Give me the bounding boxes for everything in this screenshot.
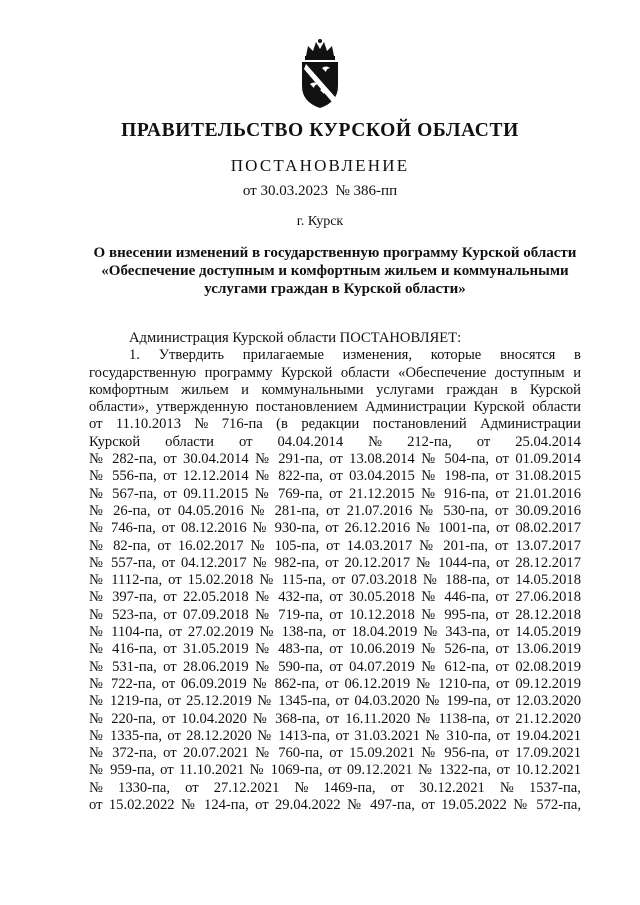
body-line <box>89 745 581 762</box>
body-word: № <box>194 416 209 433</box>
body-line <box>89 451 581 468</box>
body-word: 716-па <box>221 416 263 433</box>
body-line <box>89 468 581 485</box>
title-line: услугами граждан в Курской области» <box>204 281 466 297</box>
body-word: № <box>368 433 383 450</box>
date-prefix: от <box>242 183 257 199</box>
body-word: 25.04.2014 <box>515 433 581 450</box>
body-word: 1. <box>129 347 140 364</box>
body-word: 1469-па, <box>323 779 376 796</box>
body-line <box>89 607 581 624</box>
body-line <box>89 624 581 641</box>
body-line-text: № 1335-па, от 28.12.2020 № 1413-па, от 31.03.2021 № 310-па, от 19.04.2021 <box>89 727 581 744</box>
preamble-text: Администрация Курской области ПОСТАНОВЛЯЕТ: <box>129 330 462 346</box>
body-line <box>89 589 581 606</box>
body-line-text: области», утвержденную постановлением Администрации Курской области <box>89 399 581 416</box>
city: г. Курск <box>296 214 344 229</box>
body-line <box>89 693 581 710</box>
body-line-text: № 557-па, от 04.12.2017 № 982-па, от 20.12.2017 № 1044-па, от 28.12.2017 <box>89 554 581 571</box>
body-line-text: № 959-па, от 11.10.2021 № 1069-па, от 09.12.2021 № 1322-па, от 10.12.2021 <box>89 762 581 779</box>
body-line-text: № 372-па, от 20.07.2021 № 760-па, от 15.09.2021 № 956-па, от 17.09.2021 <box>89 745 581 762</box>
body-line <box>89 399 581 416</box>
body-line <box>89 797 581 814</box>
document-number: 386-пп <box>353 183 398 199</box>
body-word: вносятся <box>500 347 556 364</box>
body-word: 30.12.2021 <box>419 779 485 796</box>
body-word: (в <box>276 416 288 433</box>
body-word: от <box>238 433 253 450</box>
body-line-text: № 26-па, от 04.05.2016 № 281-па, от 21.07.2016 № 530-па, от 30.09.2016 <box>89 502 581 519</box>
body-line-text: № 1104-па, от 27.02.2019 № 138-па, от 18.04.2019 № 343-па, от 14.05.2019 <box>89 624 581 641</box>
body-line-text: № 416-па, от 31.05.2019 № 483-па, от 10.06.2019 № 526-па, от 13.06.2019 <box>89 641 581 658</box>
body-word: изменения, <box>342 347 413 364</box>
body-line <box>89 728 581 745</box>
body-line-text: № 1219-па, от 25.12.2019 № 1345-па, от 04.03.2020 № 199-па, от 12.03.2020 <box>89 693 581 710</box>
body-line <box>89 347 581 364</box>
body-line <box>89 572 581 589</box>
body-line <box>89 711 581 728</box>
body-line <box>89 382 581 399</box>
body-line <box>89 538 581 555</box>
body-line <box>89 486 581 503</box>
document-title <box>88 244 582 298</box>
body-line <box>89 503 581 520</box>
body-line <box>89 762 581 779</box>
title-line: «Обеспечение доступным и комфортным жильем и коммунальными <box>101 263 569 279</box>
body-line-text: № 556-па, от 12.12.2014 № 822-па, от 03.04.2015 № 198-па, от 31.08.2015 <box>89 468 581 485</box>
preamble <box>89 330 581 347</box>
body-line-text: № 1112-па, от 15.02.2018 № 115-па, от 07.03.2018 № 188-па, от 14.05.2018 <box>89 572 581 589</box>
body-line-text: от 15.02.2022 № 124-па, от 29.04.2022 № 497-па, от 19.05.2022 № 572-па, <box>89 797 581 814</box>
body-word: от <box>476 433 491 450</box>
document-type: ПОСТАНОВЛЕНИЕ <box>230 156 410 175</box>
body-word: 1330-па, <box>118 779 171 796</box>
body-word: редакции <box>301 416 360 433</box>
body-word: области <box>165 433 214 450</box>
body-word: № <box>294 779 309 796</box>
body-word: от <box>390 779 405 796</box>
body-word: прилагаемые <box>242 347 324 364</box>
title-line: О внесении изменений в государственную программу Курской области <box>93 245 577 261</box>
coat-of-arms-icon <box>296 38 344 110</box>
body-line-text: № 523-па, от 07.09.2018 № 719-па, от 10.12.2018 № 995-па, от 28.12.2018 <box>89 606 581 623</box>
body-word: Администрации <box>480 416 581 433</box>
body-line <box>89 365 581 382</box>
body-word: в <box>574 347 581 364</box>
body-line-text: № 82-па, от 16.02.2017 № 105-па, от 14.03.2017 № 201-па, от 13.07.2017 <box>89 537 581 554</box>
body-line-text: комфортным жильем и коммунальными услугами граждан в Курской <box>89 381 581 398</box>
body-word: Утвердить <box>158 347 225 364</box>
body-line <box>89 520 581 537</box>
body-line-text: № 567-па, от 09.11.2015 № 769-па, от 21.12.2015 № 916-па, от 21.01.2016 <box>89 485 581 502</box>
body-line <box>89 780 581 797</box>
body-line-text: № 746-па, от 08.12.2016 № 930-па, от 26.12.2016 № 1001-па, от 08.02.2017 <box>89 520 581 537</box>
body-line-text: государственную программу Курской области «Обеспечение доступным и <box>89 364 581 381</box>
body-line <box>89 416 581 433</box>
body-line-text: № 282-па, от 30.04.2014 № 291-па, от 13.08.2014 № 504-па, от 01.09.2014 <box>89 451 581 468</box>
number-sign: № <box>335 183 350 199</box>
body-line <box>89 434 581 451</box>
body-word: 04.04.2014 <box>277 433 344 450</box>
body-word: № <box>89 779 103 796</box>
body-word: 11.10.2013 <box>115 416 182 433</box>
body-line-text: № 220-па, от 10.04.2020 № 368-па, от 16.11.2020 № 1138-па, от 21.12.2020 <box>89 710 581 727</box>
body-word: Курской <box>89 433 141 450</box>
body-word: 27.12.2021 <box>213 779 280 796</box>
body-word: от <box>185 779 199 796</box>
body-word: постановлений <box>372 416 467 433</box>
date-number-line <box>0 183 640 200</box>
body-line-text: № 722-па, от 06.09.2019 № 862-па, от 06.12.2019 № 1210-па, от 09.12.2019 <box>89 675 581 692</box>
body-line-text: № 531-па, от 28.06.2019 № 590-па, от 04.07.2019 № 612-па, от 02.08.2019 <box>89 658 581 675</box>
body-word: 1537-па, <box>528 779 581 796</box>
body-word: № <box>499 779 514 796</box>
organization-name: ПРАВИТЕЛЬСТВО КУРСКОЙ ОБЛАСТИ <box>121 120 519 141</box>
body-line-text: № 397-па, от 22.05.2018 № 432-па, от 30.05.2018 № 446-па, от 27.06.2018 <box>89 589 581 606</box>
body-text <box>89 330 581 814</box>
document-date: 30.03.2023 <box>260 183 328 199</box>
body-line <box>89 676 581 693</box>
body-line <box>89 641 581 658</box>
body-word: 212-па, <box>407 433 452 450</box>
body-line <box>89 659 581 676</box>
body-line <box>89 555 581 572</box>
body-word: от <box>89 416 103 433</box>
body-word: которые <box>430 347 482 364</box>
